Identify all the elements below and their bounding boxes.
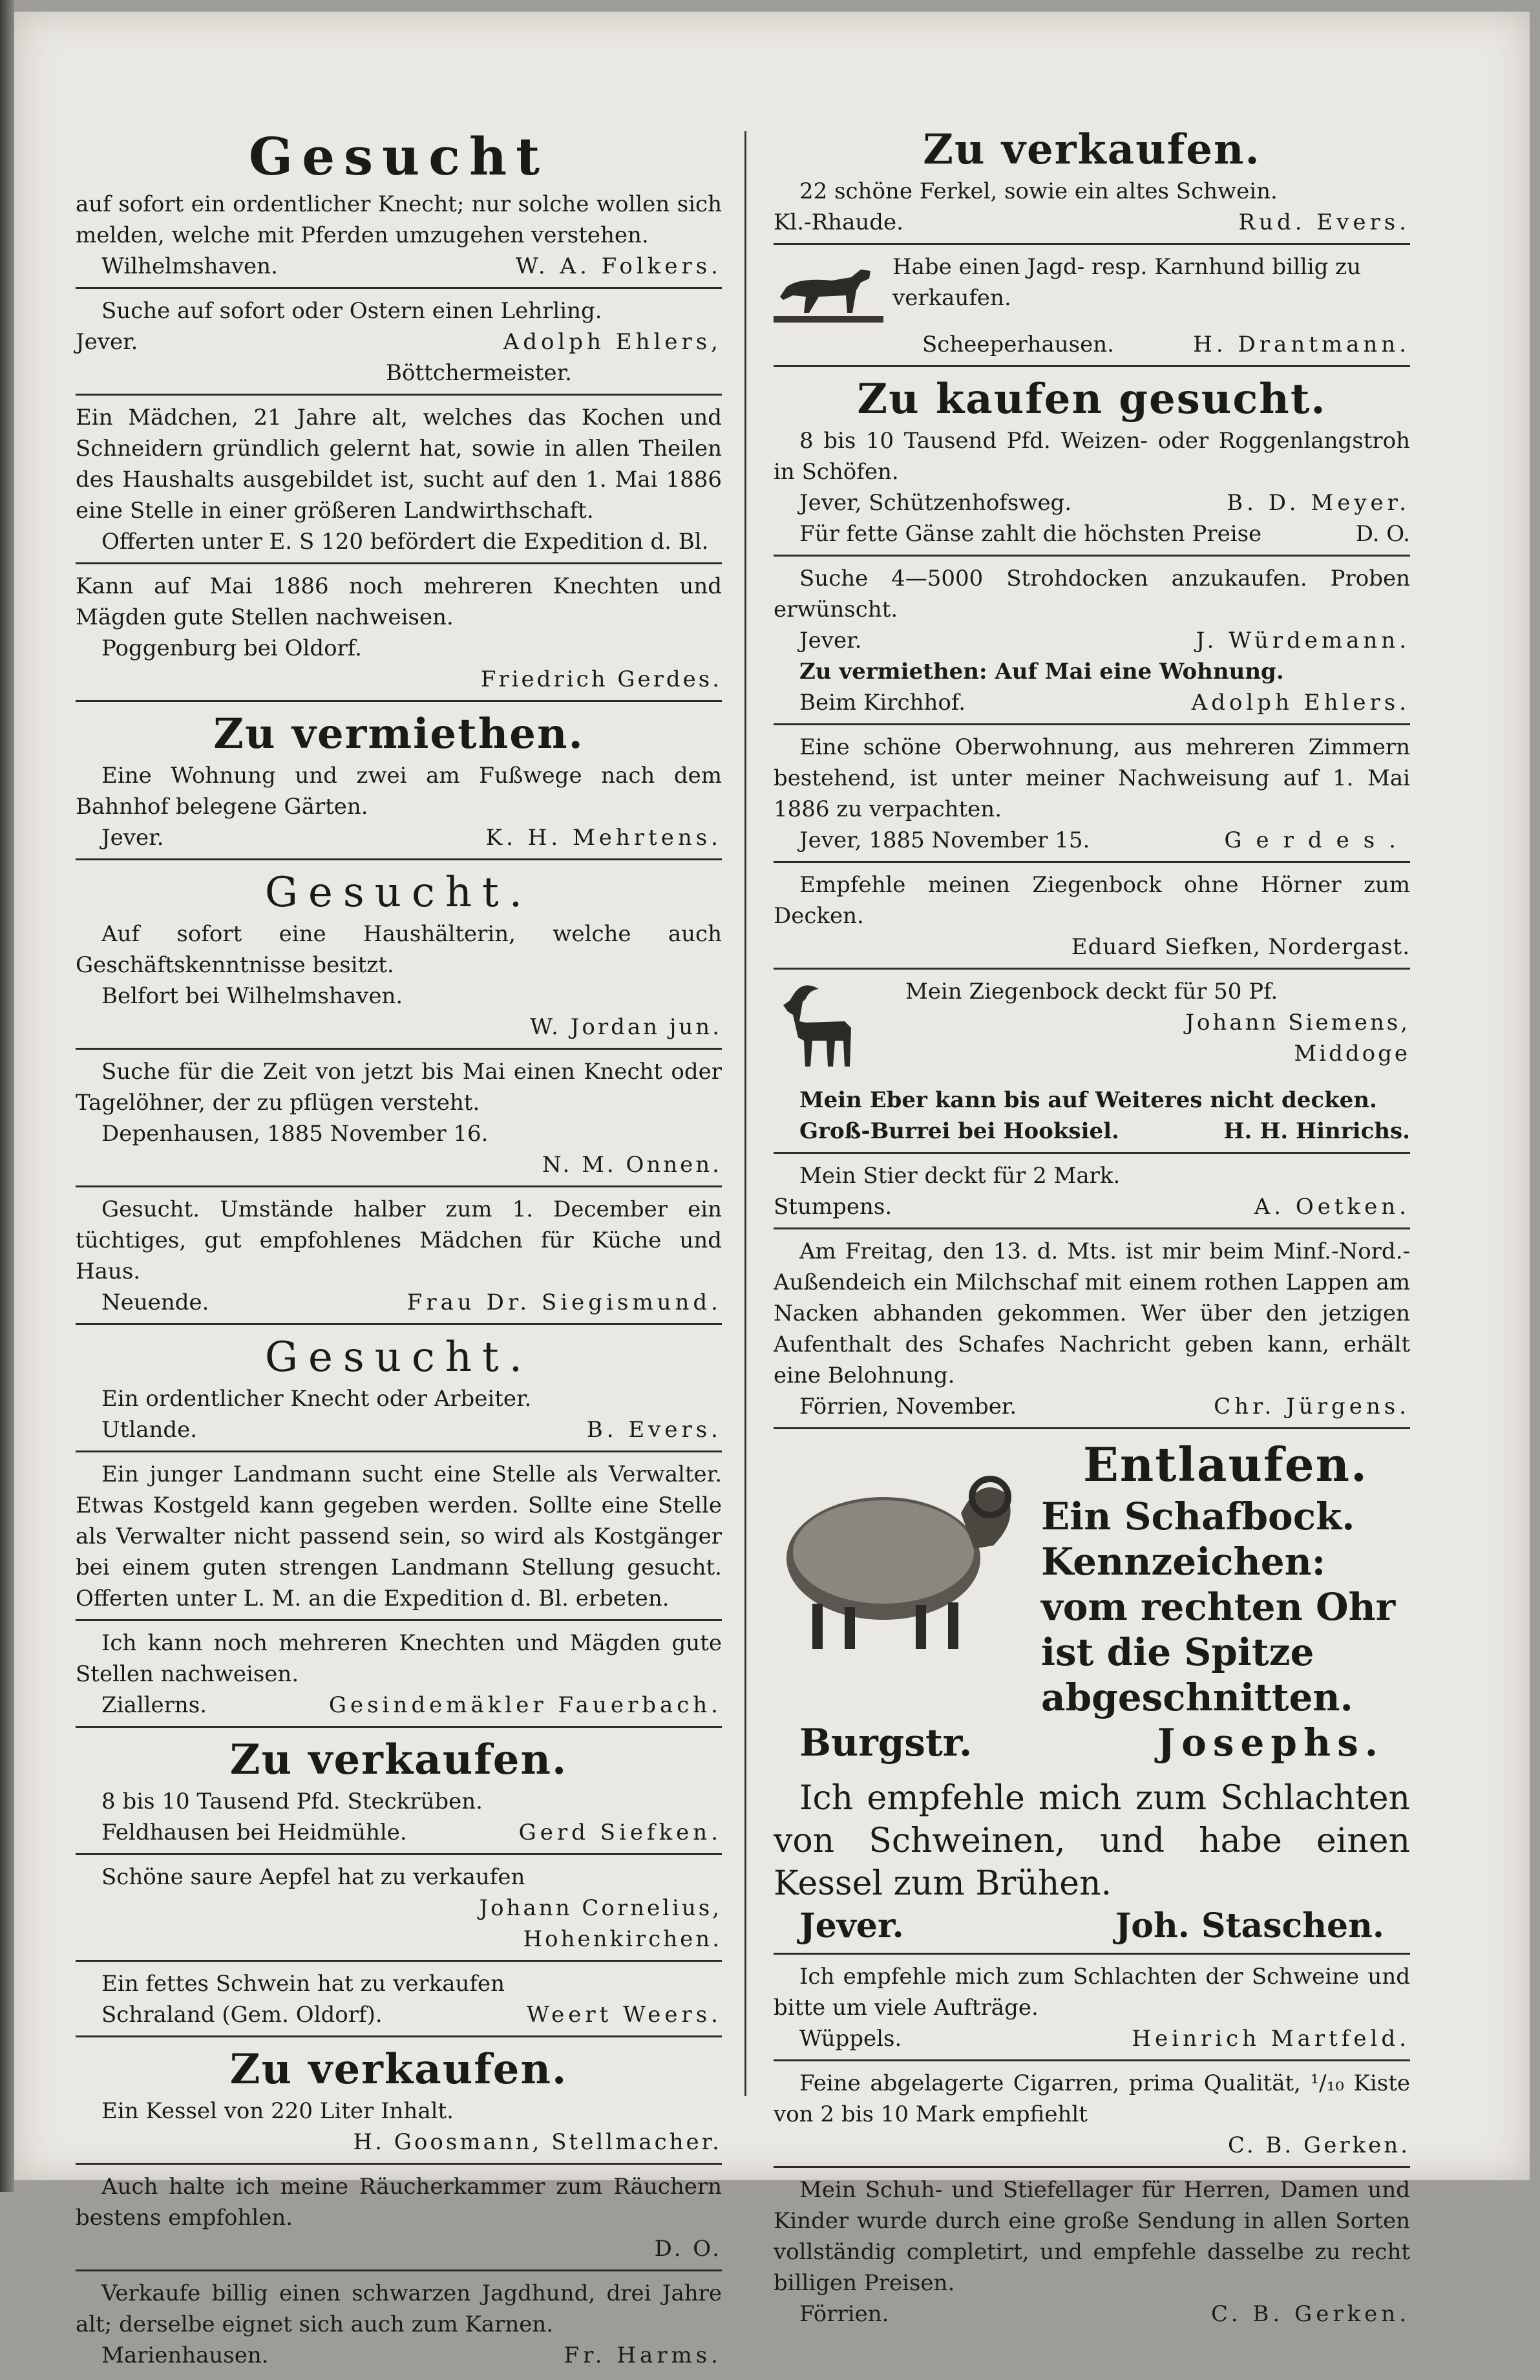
ad-raeucherkammer [76,2169,722,2271]
ad-text: Kann auf Mai 1886 noch mehreren Knechten und Mägden gute Stellen nachweisen. [76,573,722,630]
ad-signature: C. B. Gerken. [1211,2301,1410,2327]
column-divider [744,131,746,2096]
ad-arbeiter [76,1329,722,1452]
ad-vermiethen [76,706,722,860]
ad-cigarren [774,2065,1410,2168]
ad-signature: Rud. Evers. [1238,209,1410,235]
ad-text: Ich empfehle mich zum Schlachten der Schweine und bitte um viele Aufträge. [774,1964,1410,2021]
ad-place: Poggenburg bei Oldorf. [101,635,362,661]
ad-kessel [76,2041,722,2165]
ad-signature-2: D. O. [1355,521,1410,547]
ad-text: Mein Ziegenbock deckt für 50 Pf. [905,979,1278,1004]
ad-text: Mein Schuh- und Stiefellager für Herren, Damen und Kinder wurde durch eine große Sendung in allen Sorten vollständig completirt, und empfehle dasselbe zu recht billigen Preisen. [774,2177,1410,2296]
ad-text: Suche auf sofort oder Ostern einen Lehrling. [101,298,602,324]
ad-jagdhund [76,2275,722,2376]
ad-place: Jever. [799,1906,904,1946]
ad-signature: Gerd Siefken. [518,1820,722,1845]
ad-place: Jever. [799,628,862,653]
ad-signature: J. Würdemann. [1196,628,1410,653]
ad-steckrueben [76,1732,722,1855]
ad-signature: Heinrich Martfeld. [1132,2026,1410,2052]
ad-place: Marienhausen. [101,2343,269,2368]
ad-heading: Zu verkaufen. [229,1736,568,1784]
ad-text: Ein Schafbock. Kennzeichen: vom rechten Ohr ist die Spitze abgeschnitten. [1041,1494,1396,1719]
ad-signature: Josephs. [1157,1721,1384,1765]
ad-signature: Gerdes. [1224,827,1410,853]
ad-text: Ein fettes Schwein hat zu verkaufen [101,1971,505,1997]
ad-text: Gesucht. Umstände halber zum 1. December ein tüchtiges, gut empfohlenes Mädchen für Küche und Haus. [76,1196,722,1284]
ad-strohdocken [774,560,1410,725]
ad-ziegenbock-siefken [774,867,1410,970]
ad-heading: Entlaufen. [1082,1437,1369,1492]
ad-kuechenmaedchen [76,1191,722,1325]
ad-text-2: Offerten unter E. S 120 befördert die Expedition d. Bl. [101,529,709,555]
ad-text: Eine schöne Oberwohnung, aus mehreren Zimmern bestehend, ist unter meiner Nachweisung auf 1. Mai 1886 zu verpachten. [774,734,1410,822]
ad-signature: H. Goosmann, Stellmacher. [353,2129,722,2155]
ad-text: Verkaufe billig einen schwarzen Jagdhund, drei Jahre alt; derselbe eignet sich auch zum Karnen. [76,2280,722,2337]
ram-illustration [774,1436,1032,1655]
ad-text: Eine Wohnung und zwei am Fußwege nach dem Bahnhof belegene Gärten. [76,763,722,820]
ad-haushaelterin [76,864,722,1050]
ad-place: Groß-Burrei bei Hooksiel. [799,1118,1119,1144]
ad-heading: Zu kaufen gesucht. [857,375,1327,423]
ad-heading: Gesucht. [264,869,533,917]
goat-illustration [774,976,870,1073]
ad-title: Böttchermeister. [386,360,572,386]
ad-place: Stumpens. [774,1194,892,1220]
ad-place: Burgstr. [799,1721,973,1765]
ad-text-2: Zu vermiethen: Auf Mai eine Wohnung. [799,659,1284,685]
ad-text: Suche für die Zeit von jetzt bis Mai einen Knecht oder Tagelöhner, der zu pflügen versteht. [76,1059,722,1116]
ad-signature: W. A. Folkers. [515,253,722,279]
ad-text: Mein Stier deckt für 2 Mark. [799,1163,1121,1189]
scan-edge [0,0,14,2192]
ad-signature: Chr. Jürgens. [1214,1394,1410,1419]
ad-ziegenbock-siemens [774,973,1410,1078]
ad-place: Middoge [1294,1041,1410,1067]
ad-signature: H. H. Hinrichs. [1223,1118,1410,1144]
ad-text: Ein junger Landmann sucht eine Stelle als Verwalter. Etwas Kostgeld kann gegeben werden. Sollte eine Stelle als Verwalter nicht passend sein, so wird als Kostgänger bei einem guten strengen Landmann Stellung gesucht. Offerten unter L. M. an die Expedition d. Bl. erbeten. [76,1461,722,1611]
ad-verwalter [76,1456,722,1621]
ad-signature: N. M. Onnen. [542,1152,722,1178]
ad-heading: Gesucht. [264,1333,533,1381]
ad-place: Utlande. [101,1417,198,1443]
ad-text: Ich empfehle mich zum Schlachten von Schweinen, und habe einen Kessel zum Brühen. [774,1779,1410,1903]
ad-stier [774,1158,1410,1229]
ad-text: Empfehle meinen Ziegenbock ohne Hörner zum Decken. [774,872,1410,929]
ad-oberwohnung [774,729,1410,863]
ad-place: Kl.-Rhaude. [774,209,903,235]
ad-text: Mein Eber kann bis auf Weiteres nicht decken. [799,1087,1377,1113]
ad-place: Jever, Schützenhofsweg. [799,490,1072,516]
ad-stellen [76,568,722,702]
ad-place: Jever. [101,825,164,851]
ad-text-2: Für fette Gänse zahlt die höchsten Preise [799,521,1262,547]
ad-text: Am Freitag, den 13. d. Mts. ist mir beim Minf.-Nord.-Außendeich ein Milchschaf mit einem rothen Lappen am Nacken abhanden gekommen. Wer über den jetzigen Aufenthalt des Schafes Nachricht geben kann, erhält eine Belohnung. [774,1238,1410,1388]
ad-karnhund [774,249,1410,367]
ad-text: Schöne saure Aepfel hat zu verkaufen [101,1864,525,1890]
ad-gesindemaekler [76,1625,722,1728]
ad-place-2: Beim Kirchhof. [799,690,966,716]
ad-schwein [76,1966,722,2037]
ad-signature-2: Adolph Ehlers. [1191,690,1410,716]
ad-signature: C. B. Gerken. [1228,2132,1410,2158]
ad-signature: Fr. Harms. [564,2343,722,2368]
ad-place: Depenhausen, 1885 November 16. [101,1121,489,1147]
right-column [774,122,1410,2339]
ad-signature: Johann Cornelius, [479,1895,722,1921]
ad-signature: K. H. Mehrtens. [485,825,722,851]
ad-signature: Adolph Ehlers, [503,329,722,355]
ad-signature: A. Oetken. [1254,1194,1410,1220]
ad-entlaufen [774,1433,1410,1770]
ad-place: Jever. [76,329,138,355]
ad-text: Suche 4—5000 Strohdocken anzukaufen. Proben erwünscht. [774,566,1410,622]
ad-place: Hohenkirchen. [523,1926,722,1952]
ad-place: Neuende. [101,1290,209,1315]
ad-place: Förrien, November. [799,1394,1017,1419]
ad-signature: Johann Siemens, [1185,1010,1410,1036]
ad-place: Schraland (Gem. Oldorf). [101,2002,383,2028]
ad-place: Feldhausen bei Heidmühle. [101,1820,407,1845]
ad-signature: B. D. Meyer. [1227,490,1410,516]
ad-signature: B. Evers. [586,1417,722,1443]
ad-heading: Zu verkaufen. [923,125,1261,174]
ad-gesucht-knecht [76,122,722,289]
ad-signature: W. Jordan jun. [530,1014,722,1040]
ad-place: Förrien. [799,2301,889,2327]
ad-text: Ich kann noch mehreren Knechten und Mägden gute Stellen nachweisen. [76,1630,722,1687]
ad-text: 22 schöne Ferkel, sowie ein altes Schwein. [799,178,1278,204]
ad-aepfel [76,1859,722,1962]
ad-text: Ein ordentlicher Knecht oder Arbeiter. [101,1386,532,1412]
ad-tageloehner [76,1054,722,1187]
newspaper-page [14,12,1530,2368]
ad-signature: Joh. Staschen. [1115,1906,1384,1946]
ad-milchschaf [774,1233,1410,1429]
ad-schlachten-martfeld [774,1959,1410,2061]
ad-place: Jever, 1885 November 15. [799,827,1090,853]
ad-heading: Zu verkaufen. [229,2045,568,2094]
ad-heading: Zu vermiethen. [213,710,584,758]
ad-ferkel [774,122,1410,245]
ad-signature: Gesindemäkler Fauerbach. [328,1692,722,1718]
ad-text: 8 bis 10 Tausend Pfd. Steckrüben. [101,1789,483,1814]
ad-signature: Frau Dr. Siegismund. [406,1290,722,1315]
ad-signature: Friedrich Gerdes. [480,666,722,692]
ad-place: Wilhelmshaven. [101,253,278,279]
ad-text: Ein Mädchen, 21 Jahre alt, welches das Kochen und Schneidern gründlich gelernt hat, sowie in allen Theilen des Haushalts ausgebildet ist, sucht auf den 1. Mai 1886 eine Stelle in einer größeren Landwirthschaft. [76,405,722,524]
ad-maedchen [76,399,722,564]
hunting-dog-illustration [774,251,883,329]
ad-place: Ziallerns. [101,1692,207,1718]
ad-text: 8 bis 10 Tausend Pfd. Weizen- oder Roggenlangstroh in Schöfen. [774,428,1410,485]
ad-eber [774,1082,1410,1154]
ad-schlachten-staschen [774,1774,1410,1955]
ad-lehrling [76,293,722,396]
ad-place: Scheeperhausen. [922,332,1114,357]
ad-text: Feine abgelagerte Cigarren, prima Qualität, ¹/₁₀ Kiste von 2 bis 10 Mark empfiehlt [774,2070,1410,2127]
ad-signature: D. O. [654,2236,722,2262]
ad-text: Auch halte ich meine Räucherkammer zum Räuchern bestens empfohlen. [76,2174,722,2231]
ad-place: Wüppels. [799,2026,902,2052]
ad-schuhlager [774,2172,1410,2335]
left-column [76,122,722,2380]
ad-signature: Eduard Siefken, Nordergast. [1071,934,1410,960]
ad-stroh [774,371,1410,557]
ad-heading: Gesucht [248,126,549,187]
ad-text: auf sofort ein ordentlicher Knecht; nur solche wollen sich melden, welche mit Pferden umzugehen verstehen. [76,191,722,248]
ad-place: Belfort bei Wilhelmshaven. [101,983,403,1009]
ad-signature: H. Drantmann. [1193,332,1410,357]
ad-signature: Weert Weers. [526,2002,722,2028]
ad-text: Auf sofort eine Haushälterin, welche auch Geschäftskenntnisse besitzt. [76,921,722,978]
ad-text: Ein Kessel von 220 Liter Inhalt. [101,2098,454,2124]
ad-text: Habe einen Jagd- resp. Karnhund billig zu verkaufen. [892,254,1361,311]
